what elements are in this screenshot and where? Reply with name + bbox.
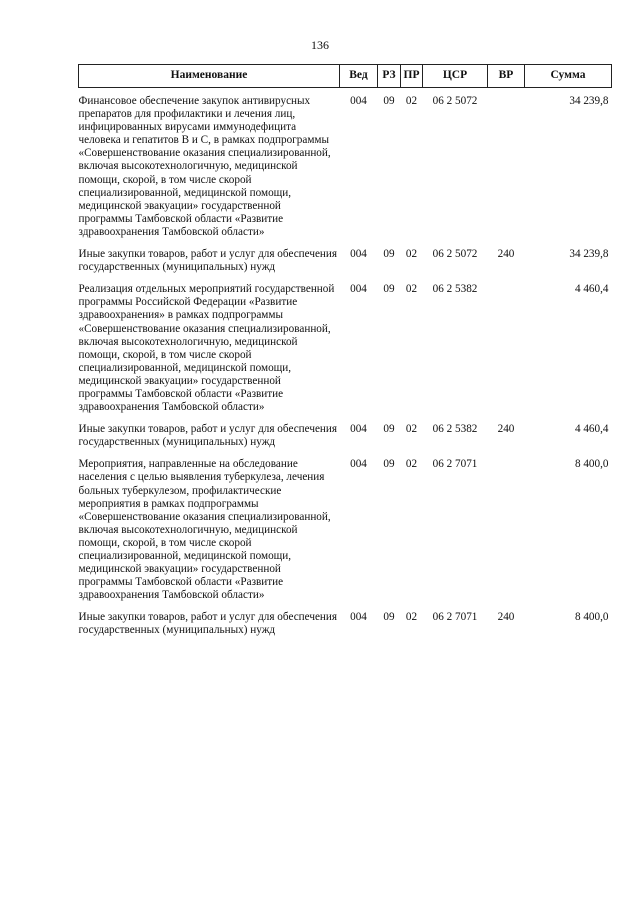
cell-rz: 09 bbox=[383, 611, 395, 624]
table-row bbox=[79, 423, 612, 458]
table-row bbox=[79, 458, 612, 611]
header-sum: Сумма bbox=[525, 65, 612, 88]
cell-rz: 09 bbox=[383, 248, 395, 261]
cell-csr: 06 2 7071 bbox=[432, 458, 478, 471]
cell-name: Мероприятия, направленные на обследование населения с целью выявления туберкулеза, лечения больных туберкулезом, профилактические мероприятия в рамках подпрограммы «Совершенствование оказания специализированной, включая высокотехнологичную, медицинской помощи, скорой, в том числе скорой специализированной, медицинской помощи, медицинской эвакуации» государственной программы Тамбовской области «Развитие здравоохранения Тамбовской области» bbox=[78, 458, 331, 602]
cell-vr: 240 bbox=[497, 248, 515, 261]
cell-sum: 8 400,0 bbox=[574, 458, 609, 471]
cell-ved: 004 bbox=[350, 283, 367, 296]
cell-rz: 09 bbox=[383, 458, 395, 471]
cell-ved: 004 bbox=[350, 611, 367, 624]
cell-vr bbox=[488, 88, 525, 249]
cell-sum: 34 239,8 bbox=[569, 95, 609, 107]
cell-sum: 4 460,4 bbox=[574, 283, 609, 296]
cell-csr: 06 2 5382 bbox=[432, 423, 478, 436]
table-row bbox=[79, 88, 612, 249]
table-row bbox=[79, 283, 612, 423]
header-name: Наименование bbox=[79, 65, 340, 88]
cell-pr: 02 bbox=[405, 248, 418, 261]
cell-name: Иные закупки товаров, работ и услуг для обеспечения государственных (муниципальных) нужд bbox=[78, 248, 338, 274]
header-vr: ВР bbox=[488, 65, 525, 88]
cell-name: Иные закупки товаров, работ и услуг для обеспечения государственных (муниципальных) нужд bbox=[78, 611, 338, 637]
cell-rz: 09 bbox=[383, 95, 395, 107]
header-pr: ПР bbox=[401, 65, 423, 88]
table-header-row bbox=[79, 65, 612, 88]
table-row bbox=[79, 611, 612, 646]
table-row bbox=[79, 248, 612, 283]
page-number: 136 bbox=[311, 38, 329, 52]
cell-name: Иные закупки товаров, работ и услуг для обеспечения государственных (муниципальных) нужд bbox=[78, 423, 338, 449]
header-ved: Вед bbox=[340, 65, 378, 88]
cell-vr bbox=[488, 283, 525, 423]
cell-sum: 8 400,0 bbox=[574, 611, 609, 624]
cell-rz: 09 bbox=[383, 423, 395, 436]
cell-pr: 02 bbox=[405, 283, 418, 296]
header-csr: ЦСР bbox=[423, 65, 488, 88]
cell-csr: 06 2 5382 bbox=[432, 283, 478, 296]
cell-ved: 004 bbox=[350, 423, 367, 436]
cell-vr: 240 bbox=[497, 423, 515, 436]
cell-name: Финансовое обеспечение закупок антивирусных препаратов для профилактики и лечения лиц, инфицированных вирусами иммунодефицита человека и гепатитов В и С, в рамках подпрограммы «Совершенствование оказания специализированной, включая высокотехнологичную, медицинской помощи, скорой, в том числе скорой специализированной, медицинской помощи, медицинской эвакуации» государственной программы Тамбовской области «Развитие здравоохранения Тамбовской области» bbox=[78, 95, 331, 238]
cell-ved: 004 bbox=[350, 95, 367, 107]
header-rz: РЗ bbox=[378, 65, 401, 88]
budget-table bbox=[78, 64, 612, 647]
cell-pr: 02 bbox=[405, 611, 418, 624]
cell-sum: 4 460,4 bbox=[574, 423, 609, 436]
cell-csr: 06 2 5072 bbox=[432, 248, 478, 261]
cell-vr: 240 bbox=[497, 611, 515, 624]
cell-pr: 02 bbox=[405, 95, 418, 107]
cell-name: Реализация отдельных мероприятий государственной программы Российской Федерации «Развитие здравоохранения» в рамках подпрограммы «Совершенствование оказания специализированной, включая высокотехнологичную, медицинской помощи, скорой, в том числе скорой специализированной, медицинской помощи, медицинской эвакуации» государственной программы Тамбовской области «Развитие здравоохранения Тамбовской области» bbox=[78, 283, 335, 414]
cell-rz: 09 bbox=[383, 283, 395, 296]
cell-ved: 004 bbox=[350, 458, 367, 471]
cell-sum: 34 239,8 bbox=[569, 248, 609, 261]
cell-csr: 06 2 7071 bbox=[432, 611, 478, 624]
cell-csr: 06 2 5072 bbox=[432, 95, 478, 107]
cell-vr bbox=[488, 458, 525, 611]
cell-pr: 02 bbox=[405, 458, 418, 471]
cell-pr: 02 bbox=[405, 423, 418, 436]
cell-ved: 004 bbox=[350, 248, 367, 261]
